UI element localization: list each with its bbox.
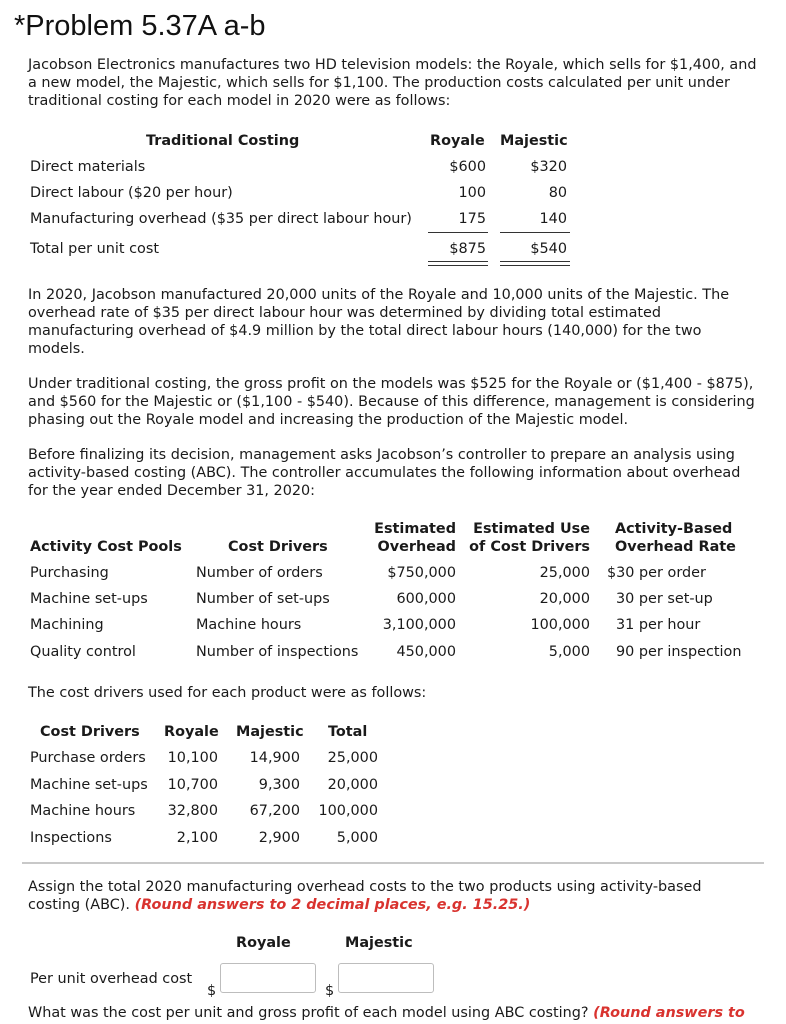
question-2-text: What was the cost per unit and gross profit of each model using ABC costing? — [28, 1005, 589, 1021]
driver-total: 5,000 — [336, 830, 378, 846]
driver-label: Inspections — [30, 830, 112, 846]
abc-use: 20,000 — [539, 591, 590, 607]
intro-paragraph: Jacobson Electronics manufactures two HD television models: the Royale, which sells for $1,400, and a new model, the Majestic, which sells for $1,100. The production costs calculated per unit under traditional costing for each model in 2020 were as follows: — [28, 57, 757, 109]
question-2-hint: (Round answers to — [593, 1005, 745, 1021]
driver-label: Purchase orders — [30, 750, 146, 766]
driver-royale: 10,100 — [167, 750, 218, 766]
question-1-text: Assign the total 2020 manufacturing overhead costs to the two products using activity-based costing (ABC). — [28, 879, 702, 913]
abc-pool: Machine set-ups — [30, 591, 148, 607]
answer-col-majestic: Majestic — [345, 935, 413, 951]
row-label: Manufacturing overhead ($35 per direct labour hour) — [30, 211, 412, 227]
majestic-overhead-input[interactable] — [338, 963, 434, 993]
question-2 — [28, 1004, 745, 1022]
per-unit-overhead-label: Per unit overhead cost — [30, 971, 193, 987]
abc-driver: Number of inspections — [196, 644, 359, 660]
majestic-value: 140 — [539, 211, 567, 227]
driver-majestic: 67,200 — [249, 803, 300, 819]
abc-overhead: 450,000 — [396, 644, 456, 660]
abc-overhead: $750,000 — [387, 565, 456, 581]
abc-pool: Purchasing — [30, 565, 109, 581]
h-drivers: Cost Drivers — [228, 539, 328, 555]
abc-overhead: 3,100,000 — [382, 617, 456, 633]
h-rate-1: Activity-Based — [615, 521, 733, 537]
paragraph-5: The cost drivers used for each product were as follows: — [28, 685, 427, 701]
driver-total: 20,000 — [327, 777, 378, 793]
abc-pool: Machining — [30, 617, 104, 633]
h-est-1: Estimated — [374, 521, 456, 537]
abc-driver: Machine hours — [196, 617, 302, 633]
section-divider — [22, 862, 764, 864]
paragraph-2: In 2020, Jacobson manufactured 20,000 units of the Royale and 10,000 units of the Majestic. The overhead rate of $35 per direct labour hour was determined by dividing total estimated manufacturing overhead of $4.9 million by the total direct labour hours (140,000) for the two models. — [28, 287, 730, 357]
col-majestic-header: Majestic — [500, 133, 568, 149]
driver-label: Machine set-ups — [30, 777, 148, 793]
currency-symbol: $ — [325, 983, 335, 999]
abc-rate: 90 per inspection — [616, 644, 742, 660]
abc-driver: Number of orders — [196, 565, 323, 581]
abc-rate: 31 per hour — [616, 617, 701, 633]
majestic-value: $320 — [530, 159, 567, 175]
abc-use: 5,000 — [548, 644, 590, 660]
h-use-1: Estimated Use — [473, 521, 590, 537]
majestic-total: $540 — [530, 241, 567, 257]
h-cost-drivers: Cost Drivers — [40, 724, 140, 740]
abc-use: 100,000 — [530, 617, 590, 633]
question-1-hint: (Round answers to 2 decimal places, e.g. 15.25.) — [134, 897, 531, 913]
royale-total: $875 — [449, 241, 486, 257]
paragraph-4: Before finalizing its decision, management asks Jacobson’s controller to prepare an analysis using activity-based costing (ABC). The controller accumulates the following information about overhead for the year ended December 31, 2020: — [28, 447, 741, 499]
abc-rate: 30 per set-up — [616, 591, 713, 607]
driver-total: 100,000 — [318, 803, 378, 819]
h-est-2: Overhead — [377, 539, 456, 555]
total-double-rule — [428, 261, 488, 266]
answer-col-royale: Royale — [236, 935, 291, 951]
paragraph-3: Under traditional costing, the gross profit on the models was $525 for the Royale or ($1,400 - $875), and $560 for the Majestic or ($1,100 - $540). Because of this difference, management is considering phasing out the Royale model and increasing the production of the Majestic model. — [28, 376, 755, 428]
currency-symbol: $ — [207, 983, 217, 999]
driver-majestic: 9,300 — [258, 777, 300, 793]
subtotal-rule — [428, 232, 488, 233]
h-use-2: of Cost Drivers — [469, 539, 590, 555]
abc-driver: Number of set-ups — [196, 591, 330, 607]
h-total: Total — [328, 724, 368, 740]
row-label: Direct materials — [30, 159, 146, 175]
driver-royale: 32,800 — [167, 803, 218, 819]
problem-title: *Problem 5.37A a-b — [14, 10, 266, 42]
h-pools: Activity Cost Pools — [30, 539, 182, 555]
royale-value: 175 — [458, 211, 486, 227]
driver-royale: 2,100 — [176, 830, 218, 846]
subtotal-rule — [500, 232, 570, 233]
h-royale: Royale — [164, 724, 219, 740]
abc-use: 25,000 — [539, 565, 590, 581]
driver-majestic: 14,900 — [249, 750, 300, 766]
driver-total: 25,000 — [327, 750, 378, 766]
majestic-value: 80 — [548, 185, 567, 201]
abc-rate: $30 per order — [607, 565, 706, 581]
driver-label: Machine hours — [30, 803, 136, 819]
row-label: Total per unit cost — [30, 241, 159, 257]
h-majestic: Majestic — [236, 724, 304, 740]
driver-royale: 10,700 — [167, 777, 218, 793]
traditional-header: Traditional Costing — [146, 133, 300, 149]
royale-value: 100 — [458, 185, 486, 201]
h-rate-2: Overhead Rate — [615, 539, 736, 555]
col-royale-header: Royale — [430, 133, 485, 149]
royale-value: $600 — [449, 159, 486, 175]
row-label: Direct labour ($20 per hour) — [30, 185, 233, 201]
question-1 — [28, 878, 758, 914]
royale-overhead-input[interactable] — [220, 963, 316, 993]
total-double-rule — [500, 261, 570, 266]
abc-overhead: 600,000 — [396, 591, 456, 607]
abc-pool: Quality control — [30, 644, 136, 660]
driver-majestic: 2,900 — [258, 830, 300, 846]
